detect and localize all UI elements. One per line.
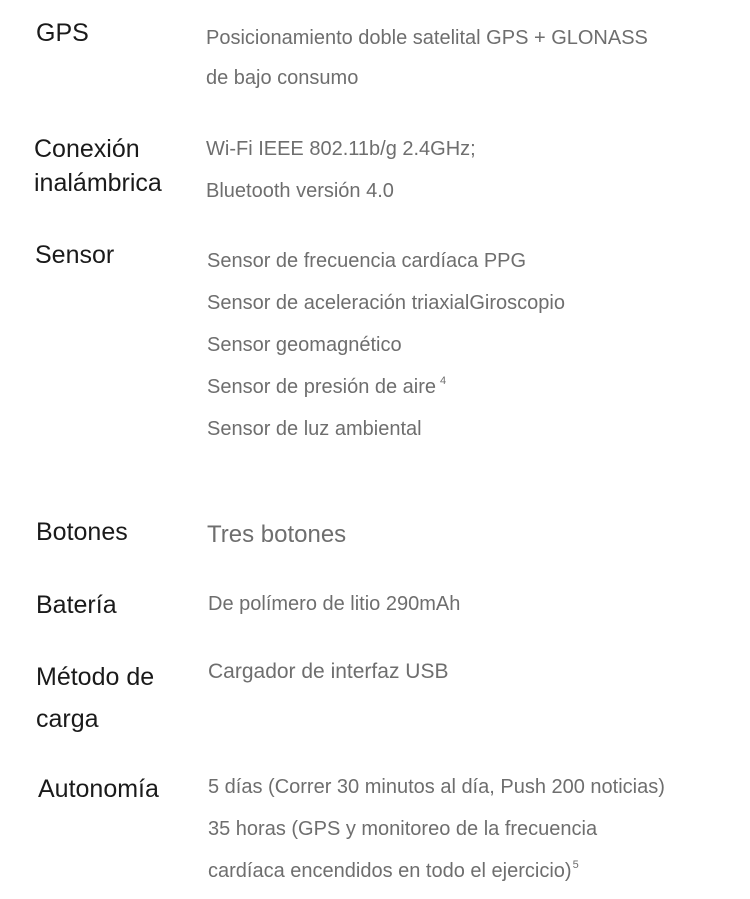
spec-value-conexion (206, 128, 476, 212)
spec-label-line: Batería (36, 591, 117, 619)
spec-label-line: Conexión (34, 135, 140, 163)
spec-label-autonomia (38, 772, 159, 806)
spec-value-line: de bajo consumo (206, 67, 359, 89)
spec-value-line: Cargador de interfaz USB (208, 660, 449, 683)
spec-value-line (207, 366, 565, 408)
spec-label-metodo-carga (36, 656, 154, 740)
spec-label-line: carga (36, 705, 99, 733)
spec-value-line: 35 horas (GPS y monitoreo de la frecuencia (208, 818, 598, 840)
spec-value-line: De polímero de litio 290mAh (208, 593, 461, 615)
footnote-marker: 4 (440, 375, 447, 387)
spec-value-line: Bluetooth versión 4.0 (206, 180, 394, 202)
spec-value-line: Posicionamiento doble satelital GPS + GLONASS (206, 27, 648, 49)
spec-value-text: Sensor de presión de aire (207, 376, 437, 398)
spec-value-botones (207, 515, 346, 555)
spec-label-line: GPS (36, 19, 89, 47)
spec-value-text: cardíaca encendidos en todo el ejercicio) (208, 860, 572, 882)
spec-label-line: Método de (36, 663, 155, 691)
spec-label-bateria (36, 588, 117, 622)
spec-label-line: Sensor (35, 241, 115, 269)
footnote-marker: 5 (572, 859, 579, 871)
spec-value-autonomia (208, 766, 665, 892)
spec-label-conexion (34, 132, 162, 200)
spec-value-line: Sensor geomagnético (207, 334, 402, 356)
spec-label-line: Autonomía (38, 775, 159, 803)
spec-value-line: Tres botones (207, 521, 347, 548)
spec-value-line: Sensor de frecuencia cardíaca PPG (207, 250, 527, 272)
spec-label-line: inalámbrica (34, 169, 162, 197)
spec-value-sensor (207, 240, 565, 450)
spec-value-line (208, 850, 665, 892)
spec-label-line: Botones (36, 518, 128, 546)
spec-value-line: 5 días (Correr 30 minutos al día, Push 200 noticias) (208, 776, 665, 798)
spec-label-gps (36, 16, 89, 50)
spec-value-metodo-carga (208, 652, 448, 692)
spec-value-bateria (208, 584, 460, 624)
spec-value-line: Sensor de aceleración triaxialGiroscopio (207, 292, 565, 314)
spec-value-line: Sensor de luz ambiental (207, 418, 422, 440)
spec-value-line: Wi-Fi IEEE 802.11b/g 2.4GHz; (206, 138, 476, 160)
spec-label-botones (36, 515, 128, 549)
spec-label-sensor (35, 238, 114, 272)
spec-value-gps (206, 18, 648, 98)
